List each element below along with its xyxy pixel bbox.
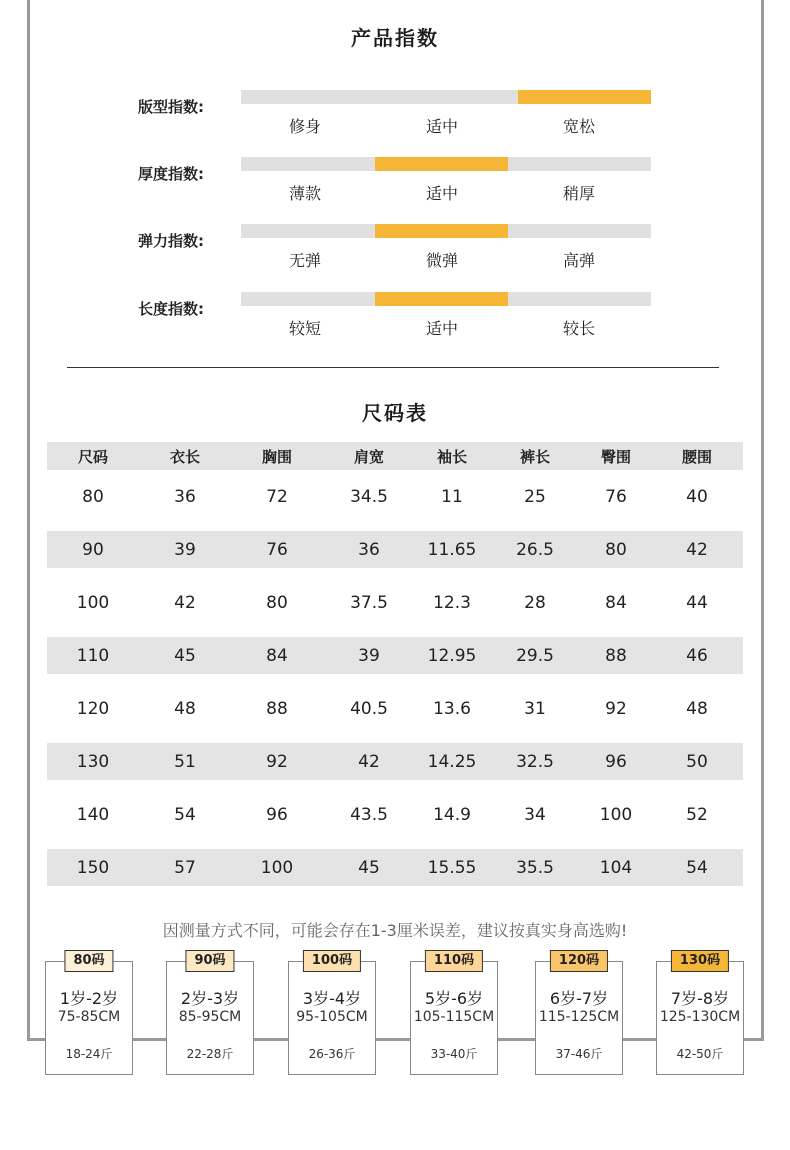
index-label: 厚度指数:: [138, 165, 204, 183]
table-cell: 84: [266, 645, 288, 666]
index-bar: [241, 157, 651, 171]
size-card: [535, 953, 623, 1075]
size-tag: 110码: [425, 950, 483, 972]
table-cell: 31: [524, 698, 546, 719]
table-cell: 39: [174, 539, 196, 560]
table-cell: 34: [524, 804, 546, 825]
index-row: [0, 157, 790, 207]
size-table-header: [47, 442, 743, 470]
index-option: 适中: [425, 319, 458, 338]
table-cell: 57: [174, 857, 196, 878]
index-bar-highlight: [375, 224, 508, 238]
size-tag: 100码: [303, 950, 361, 972]
table-cell: 15.55: [427, 857, 477, 878]
size-tag: 130码: [671, 950, 729, 972]
table-header-cell: 臀围: [600, 447, 631, 466]
table-cell: 96: [605, 751, 627, 772]
table-cell: 84: [605, 592, 627, 613]
table-cell: 32.5: [516, 751, 554, 772]
size-tag: 120码: [550, 950, 608, 972]
table-cell: 44: [686, 592, 708, 613]
table-cell: 96: [266, 804, 288, 825]
table-cell: 13.6: [433, 698, 471, 719]
table-cell: 14.25: [427, 751, 477, 772]
table-cell: 36: [358, 539, 380, 560]
table-cell: 29.5: [516, 645, 554, 666]
index-label: 弹力指数:: [138, 232, 204, 250]
size-tag: 90码: [185, 950, 234, 972]
table-cell: 54: [686, 857, 708, 878]
table-cell: 42: [686, 539, 708, 560]
size-age: 5岁-6岁: [424, 989, 484, 1008]
table-cell: 88: [605, 645, 627, 666]
index-bar-highlight: [375, 292, 508, 306]
table-header-cell: 腰围: [681, 447, 712, 466]
index-option: 微弹: [425, 251, 458, 270]
table-cell: 12.3: [433, 592, 471, 613]
index-label: 长度指数:: [138, 300, 204, 318]
measurement-note: 因测量方式不同，可能会存在1-3厘米误差，建议按真实身高选购!: [162, 921, 628, 940]
size-weight: 37-46斤: [555, 1047, 603, 1061]
table-cell: 92: [266, 751, 288, 772]
table-cell: 45: [358, 857, 380, 878]
table-cell: 100: [599, 804, 633, 825]
table-header-cell: 肩宽: [353, 447, 384, 466]
table-cell: 42: [174, 592, 196, 613]
size-weight: 18-24斤: [65, 1047, 113, 1061]
table-cell: 72: [266, 486, 288, 507]
size-card: [656, 953, 744, 1075]
size-age: 3岁-4岁: [302, 989, 362, 1008]
table-cell: 52: [686, 804, 708, 825]
size-chart-title: 尺码表: [362, 401, 428, 425]
index-bar: [241, 224, 651, 238]
size-weight: 22-28斤: [186, 1047, 234, 1061]
size-height: 115-125CM: [538, 1009, 620, 1025]
table-header-cell: 尺码: [77, 447, 108, 466]
size-card: [410, 953, 498, 1075]
table-cell: 150: [76, 857, 110, 878]
size-weight: 26-36斤: [308, 1047, 356, 1061]
table-cell: 110: [76, 645, 110, 666]
index-label: 版型指数:: [138, 98, 204, 116]
index-option: 高弹: [562, 251, 595, 270]
table-row: [47, 743, 743, 780]
table-cell: 80: [82, 486, 104, 507]
table-row: [47, 531, 743, 568]
table-cell: 37.5: [350, 592, 388, 613]
size-height: 95-105CM: [296, 1009, 368, 1025]
size-card: [45, 953, 133, 1075]
index-bar-highlight: [375, 157, 508, 171]
size-height: 105-115CM: [413, 1009, 495, 1025]
index-option: 宽松: [562, 117, 595, 136]
table-cell: 36: [174, 486, 196, 507]
index-option: 稍厚: [562, 184, 595, 203]
table-cell: 46: [686, 645, 708, 666]
size-table-body: [47, 470, 743, 886]
table-cell: 140: [76, 804, 110, 825]
table-row: [47, 849, 743, 886]
table-cell: 28: [524, 592, 546, 613]
index-option: 适中: [425, 184, 458, 203]
size-card: [166, 953, 254, 1075]
table-cell: 51: [174, 751, 196, 772]
index-row: [0, 292, 790, 342]
table-cell: 50: [686, 751, 708, 772]
table-cell: 11.65: [427, 539, 477, 560]
table-cell: 39: [358, 645, 380, 666]
table-cell: 88: [266, 698, 288, 719]
index-option: 修身: [288, 117, 321, 136]
size-height: 85-95CM: [178, 1009, 242, 1025]
size-table: [47, 442, 743, 894]
table-cell: 43.5: [350, 804, 388, 825]
section-divider: [67, 367, 719, 368]
size-age: 2岁-3岁: [180, 989, 240, 1008]
index-option: 无弹: [288, 251, 321, 270]
size-height: 125-130CM: [659, 1009, 741, 1025]
table-cell: 120: [76, 698, 110, 719]
table-cell: 80: [266, 592, 288, 613]
index-option: 较短: [288, 319, 321, 338]
size-tag: 80码: [64, 950, 113, 972]
size-weight: 42-50斤: [676, 1047, 724, 1061]
table-cell: 26.5: [516, 539, 554, 560]
table-cell: 40: [686, 486, 708, 507]
table-cell: 90: [82, 539, 104, 560]
table-cell: 40.5: [350, 698, 388, 719]
size-height: 75-85CM: [57, 1009, 121, 1025]
size-age: 1岁-2岁: [59, 989, 119, 1008]
table-cell: 130: [76, 751, 110, 772]
table-row: [47, 682, 743, 735]
index-option: 适中: [425, 117, 458, 136]
table-cell: 25: [524, 486, 546, 507]
product-index-title: 产品指数: [351, 26, 439, 50]
table-cell: 11: [441, 486, 463, 507]
index-bar: [241, 90, 651, 104]
table-cell: 12.95: [427, 645, 477, 666]
index-bar-highlight: [518, 90, 651, 104]
table-header-cell: 裤长: [519, 447, 550, 466]
table-cell: 48: [174, 698, 196, 719]
table-row: [47, 576, 743, 629]
table-cell: 14.9: [433, 804, 471, 825]
size-card: [288, 953, 376, 1075]
index-row: [0, 90, 790, 140]
index-option: 薄款: [288, 184, 321, 203]
table-row: [47, 637, 743, 674]
table-cell: 48: [686, 698, 708, 719]
table-cell: 54: [174, 804, 196, 825]
table-cell: 80: [605, 539, 627, 560]
size-age: 6岁-7岁: [549, 989, 609, 1008]
table-row: [47, 788, 743, 841]
table-header-cell: 袖长: [436, 447, 467, 466]
table-cell: 76: [605, 486, 627, 507]
table-cell: 104: [599, 857, 633, 878]
table-cell: 92: [605, 698, 627, 719]
table-cell: 35.5: [516, 857, 554, 878]
table-cell: 34.5: [350, 486, 388, 507]
table-row: [47, 470, 743, 523]
table-header-cell: 衣长: [169, 447, 200, 466]
table-cell: 42: [358, 751, 380, 772]
table-cell: 76: [266, 539, 288, 560]
table-cell: 100: [260, 857, 294, 878]
index-option: 较长: [562, 319, 595, 338]
size-age: 7岁-8岁: [670, 989, 730, 1008]
index-row: [0, 224, 790, 274]
table-cell: 100: [76, 592, 110, 613]
table-cell: 45: [174, 645, 196, 666]
index-bar: [241, 292, 651, 306]
size-weight: 33-40斤: [430, 1047, 478, 1061]
table-header-cell: 胸围: [261, 447, 292, 466]
